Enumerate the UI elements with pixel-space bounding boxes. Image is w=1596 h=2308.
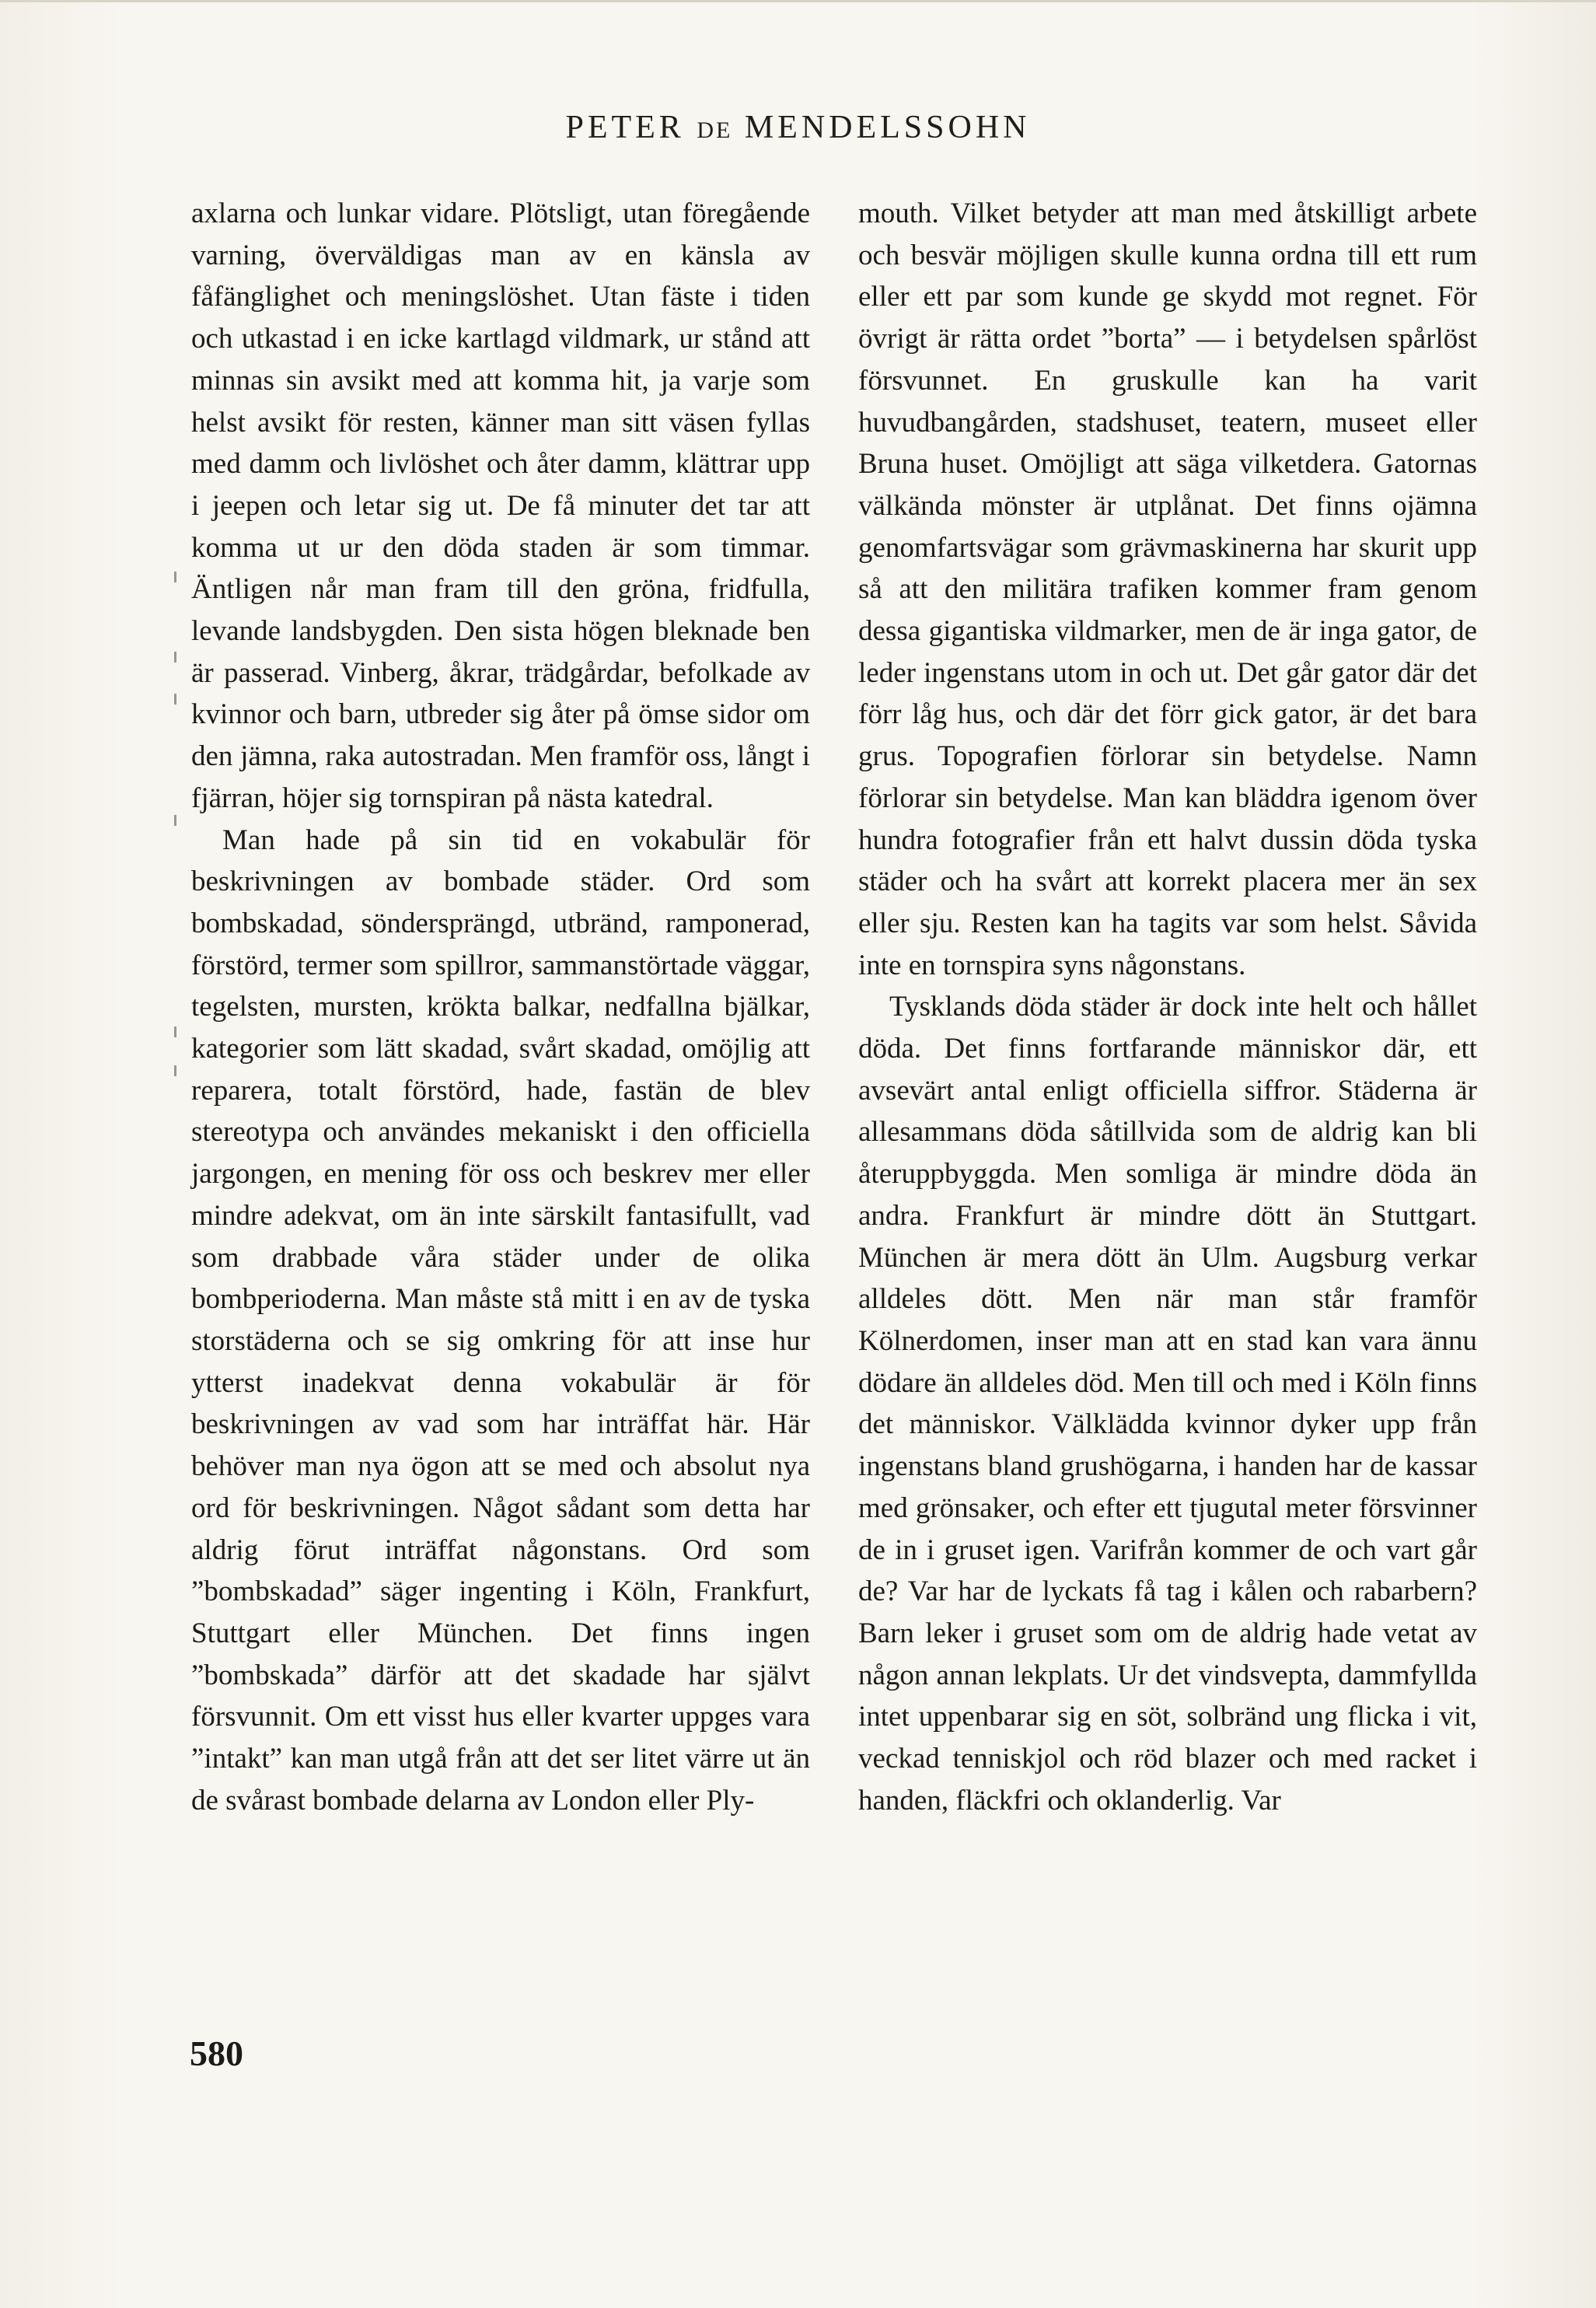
right-paragraph-2: Tysklands döda städer är dock inte helt och hållet döda. Det finns fortfarande människor där, ett avsevärt antal enligt officiella siffror. Städerna är allesammans döda såtillvida som de aldrig kan bli återuppbyggda. Men somliga är mindre döda än andra. Frankfurt är mindre dött än Stuttgart. München är mera dött än Ulm. Augsburg verkar alldeles dött. Men när man står framför Kölnerdomen, inser man att en stad kan vara ännu dödare än alldeles död. Men till och med i Köln finns det människor. Välklädda kvinnor dyker upp från ingenstans bland grushögarna, i handen har de kassar med grönsaker, och efter ett tjugutal meter försvinner de in i gruset igen. Varifrån kommer de och vart går de? Var har de lyckats få tag i kålen och rabarbern? Barn leker i gruset som om de aldrig hade vetat av någon annan lekplats. Ur det vindsvepta, dammfyllda intet uppenbarar sig en söt, solbränd ung flicka i vit, veckad tenniskjol och röd blazer och med racket i handen, fläckfri och oklanderlig. Var bbox=[858, 991, 1477, 1817]
margin-mark bbox=[174, 572, 176, 582]
running-header bbox=[0, 109, 1596, 146]
header-name-particle: DE bbox=[697, 117, 733, 143]
left-paragraph-2: Man hade på sin tid en vokabulär för beskrivningen av bombade städer. Ord som bombskadad, söndersprängd, utbränd, ramponerad, förstörd, termer som spillror, sammanstörtade väggar, tegelsten, mursten, kröktа balkar, nedfallna bjälkar, kategorier som lätt skadad, svårt skadad, omöjlig att reparera, totalt förstörd, hade, fastän de blev stereotypa och användes mekaniskt i den officiella jargongen, en mening för oss och beskrev mer eller mindre adekvat, om än inte särskilt fantasifullt, vad som drabbade våra städer under de olika bombperioderna. Man måste stå mitt i en av de tyska storstäderna och se sig omkring för att inse hur ytterst inadekvat denna vokabulär är för beskrivningen av vad som har inträffat här. Här behöver man nya ögon att se med och absolut nya ord för beskrivningen. Något sådant som detta har aldrig förut inträffat någonstans. Ord som ”bombskadad” säger ingenting i Köln, Frankfurt, Stuttgart eller München. Det finns ingen ”bombskada” därför att det skadade har självt försvunnit. Om ett visst hus eller kvarter uppges vara ”intakt” kan man utgå från att det ser litet värre ut än de svårast bombade delarna av London eller Ply- bbox=[191, 824, 810, 1817]
header-name-first: PETER bbox=[565, 110, 685, 145]
margin-mark bbox=[174, 1026, 176, 1037]
header-name-last: MENDELSSOHN bbox=[744, 110, 1031, 145]
margin-mark bbox=[174, 694, 176, 705]
margin-mark bbox=[174, 1065, 176, 1076]
left-column bbox=[191, 193, 810, 1821]
left-paragraph-1: axlarna och lunkar vidare. Plötsligt, utan föregående varning, överväldigas man av en känsla av fåfänglighet och meningslöshet. Utan fäste i tiden och utkastad i en icke kartlagd vildmark, ur stånd att minnas sin avsikt med att komma hit, ja varje som helst avsikt för resten, känner man sitt väsen fyllas med damm och livlöshet och åter damm, klättrar upp i jeepen och letar sig ut. De få minuter det tar att komma ut ur den döda staden är som timmar. Äntligen når man fram till den gröna, fridfulla, levande landsbygden. Den sista högen bleknade ben är passerad. Vinberg, åkrar, trädgårdar, befolkade av kvinnor och barn, utbreder sig åter på ömse sidor om den jämna, raka autostradan. Men framför oss, långt i fjärran, höjer sig tornspiran på nästa katedral. bbox=[191, 198, 810, 814]
right-paragraph-1: mouth. Vilket betyder att man med åtskilligt arbete och besvär möjligen skulle kunna ordna till ett rum eller ett par som kunde ge skydd mot regnet. För övrigt är rätta ordet ”borta” — i betydelsen spårlöst försvunnet. En gruskulle kan ha varit huvudbangården, stadshuset, teatern, museet eller Bruna huset. Omöjligt att säga vilketdera. Gatornas välkända mönster är utplånat. Det finns ojämna genomfartsvägar som grävmaskinerna har skurit upp så att den militära trafiken kommer fram genom dessa gigantiska vildmarker, men de är inga gator, de leder ingenstans utom in och ut. Det går gator där det förr låg hus, och där det förr gick gator, är det bara grus. Topografien förlorar sin betydelse. Namn förlorar sin betydelse. Man kan bläddra igenom över hundra fotografier från ett halvt dussin döda tyska städer och ha svårt att korrekt placera mer än sex eller sju. Resten kan ha tagits var som helst. Såvida inte en tornspira syns någonstans. bbox=[858, 198, 1477, 981]
page-edge bbox=[0, 0, 1596, 2]
margin-mark bbox=[174, 652, 176, 663]
margin-mark bbox=[174, 815, 176, 826]
right-column bbox=[858, 193, 1477, 1821]
page-number: 580 bbox=[190, 2033, 243, 2073]
